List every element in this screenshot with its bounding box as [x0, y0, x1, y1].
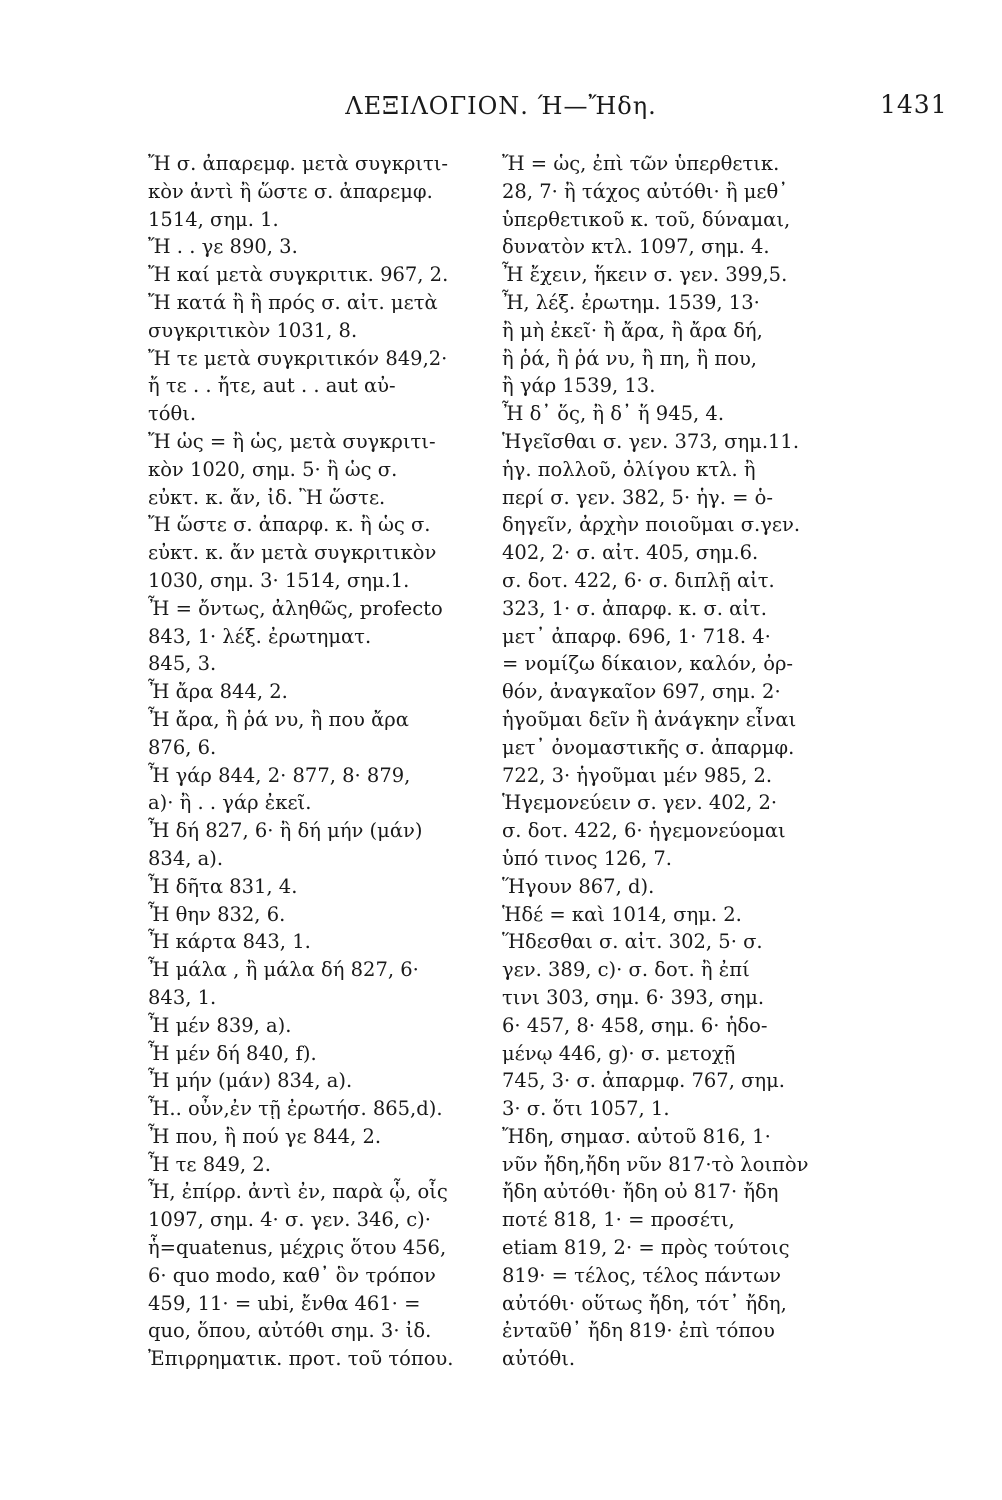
entry-line: Ἦ μέν 839, a).: [148, 1013, 292, 1037]
entry-line: Ἦ τε 849, 2.: [148, 1152, 271, 1176]
entry-line: Ἦ κάρτα 843, 1.: [148, 930, 311, 954]
entry-line: 3· σ. ὅτι 1057, 1.: [502, 1097, 670, 1121]
entry-line: Ἡγεῖσθαι σ. γεν. 373, σημ.11.: [502, 429, 800, 453]
entry-line: δυνατὸν κτλ. 1097, σημ. 4.: [502, 235, 770, 259]
entry-line: μετ᾽ ἀπαρφ. 696, 1· 718. 4·: [502, 624, 771, 648]
entry-line: ἡγοῦμαι δεῖν ἢ ἀνάγκην εἶναι: [502, 707, 797, 731]
entry-line: Ἤ σ. ἀπαρεμφ. μετὰ συγκριτι-: [148, 152, 449, 175]
entry-line: 843, 1· λέξ. ἐρωτηματ.: [148, 624, 372, 648]
running-title: ΛΕΞΙΛΟΓΙΟΝ. Ή—Ἤδη.: [345, 92, 657, 120]
entry-line: Ἡγεμονεύειν σ. γεν. 402, 2·: [502, 791, 778, 815]
right-column: [502, 150, 867, 1373]
entry-line: Ἦ μέν δή 840, f).: [148, 1041, 317, 1065]
entry-line: δηγεῖν, ἀρχὴν ποιοῦμαι σ.γεν.: [502, 513, 801, 537]
entry-line: ἤδη αὐτόθι· ἤδη οὐ 817· ἤδη: [502, 1180, 779, 1204]
entry-line: ἢ ῥά, ἢ ῥά νυ, ἢ πη, ἢ που,: [502, 346, 757, 370]
entry-line: σ. δοτ. 422, 6· ἡγεμονεύομαι: [502, 819, 786, 843]
entry-line: μένῳ 446, g)· σ. μετοχῇ: [502, 1041, 736, 1065]
entry-line: Ἤ τε μετὰ συγκριτικόν 849,2·: [148, 346, 448, 370]
page-number: 1431: [880, 90, 948, 119]
entry-line: Ἦ.. οὖν,ἐν τῇ ἐρωτήσ. 865,d).: [148, 1097, 443, 1121]
entry-line: 834, a).: [148, 846, 224, 870]
entry-line: ἤ τε . . ἤτε, aut . . aut αὐ-: [148, 374, 396, 398]
entry-line: ποτέ 818, 1· = προσέτι,: [502, 1208, 735, 1232]
entry-line: 402, 2· σ. αἰτ. 405, σημ.6.: [502, 541, 759, 565]
entry-line: Ἦ, λέξ. ἐρωτημ. 1539, 13·: [502, 290, 760, 314]
entry-line: 28, 7· ἢ τάχος αὐτόθι· ἢ μεθ᾽: [502, 179, 789, 203]
entry-line: Ἤ ὥστε σ. ἀπαρφ. κ. ἢ ὡς σ.: [148, 513, 431, 537]
entry-line: quo, ὅπου, αὐτόθι σημ. 3· ἰδ.: [148, 1319, 432, 1343]
entry-line: 745, 3· σ. ἀπαρμφ. 767, σημ.: [502, 1069, 785, 1093]
left-column: [148, 150, 493, 1373]
entry-line: 722, 3· ἡγοῦμαι μέν 985, 2.: [502, 763, 773, 787]
entry-line: 876, 6.: [148, 735, 217, 759]
entry-line: 1030, σημ. 3· 1514, σημ.1.: [148, 568, 410, 592]
entry-line: ἡγ. πολλοῦ, ὀλίγου κτλ. ἢ: [502, 457, 756, 481]
entry-line: 1514, σημ. 1.: [148, 207, 279, 231]
entry-line: Ἤ κατά ἢ ἢ πρός σ. αἰτ. μετὰ: [148, 290, 438, 314]
entry-line: κὸν ἀντὶ ἢ ὥστε σ. ἀπαρεμφ.: [148, 179, 433, 203]
entry-line: Ἐπιρρηματικ. προτ. τοῦ τόπου.: [148, 1347, 454, 1371]
entry-line: ἐνταῦθ᾽ ἤδη 819· ἐπὶ τόπου: [502, 1319, 775, 1343]
entry-line: a)· ἢ . . γάρ ἐκεῖ.: [148, 791, 312, 815]
entry-line: περί σ. γεν. 382, 5· ἡγ. = ὁ-: [502, 485, 773, 509]
entry-line: 845, 3.: [148, 652, 217, 676]
entry-line: Ἤ ὡς = ἢ ὡς, μετὰ συγκριτι-: [148, 429, 436, 453]
entry-line: Ἦ δῆτα 831, 4.: [148, 874, 298, 898]
entry-line: Ἥγουν 867, d).: [502, 874, 655, 898]
entry-line: κὸν 1020, σημ. 5· ἢ ὡς σ.: [148, 457, 398, 481]
entry-line: Ἤ = ὡς, ἐπὶ τῶν ὑπερθετικ.: [502, 152, 780, 175]
entry-line: Ἦ μάλα , ἢ μάλα δή 827, 6·: [148, 958, 419, 982]
entry-line: Ἦ ἔχειν, ἥκειν σ. γεν. 399,5.: [502, 263, 788, 287]
entry-line: Ἦ ἄρα 844, 2.: [148, 680, 288, 704]
entry-line: 6· quo modo, καθ᾽ ὃν τρόπον: [148, 1263, 436, 1287]
entry-line: αὐτόθι.: [502, 1347, 576, 1371]
entry-line: Ἥδεσθαι σ. αἰτ. 302, 5· σ.: [502, 930, 763, 954]
entry-line: Ἦ μήν (μάν) 834, a).: [148, 1069, 353, 1093]
entry-line: 843, 1.: [148, 985, 217, 1009]
entry-line: ὑπό τινος 126, 7.: [502, 846, 672, 870]
entry-line: 819· = τέλος, τέλος πάντων: [502, 1263, 781, 1287]
entry-line: ἢ γάρ 1539, 13.: [502, 374, 656, 398]
entry-line: Ἤ . . γε 890, 3.: [148, 235, 298, 259]
entry-line: 1097, σημ. 4· σ. γεν. 346, c)·: [148, 1208, 431, 1232]
entry-line: τόθι.: [148, 402, 197, 426]
entry-line: etiam 819, 2· = πρὸς τούτοις: [502, 1236, 790, 1260]
entry-line: συγκριτικὸν 1031, 8.: [148, 318, 358, 342]
entry-line: σ. δοτ. 422, 6· σ. διπλῇ αἰτ.: [502, 568, 775, 592]
entry-line: Ἦ, ἐπίρρ. ἀντὶ ἐν, παρὰ ᾧ, οἷς: [148, 1180, 448, 1204]
entry-line: ὑπερθετικοῦ κ. τοῦ, δύναμαι,: [502, 207, 791, 231]
entry-line: Ἡδέ = καὶ 1014, σημ. 2.: [502, 902, 742, 926]
entry-line: ἢ μὴ ἐκεῖ· ἢ ἄρα, ἢ ἄρα δή,: [502, 318, 763, 342]
entry-line: τινι 303, σημ. 6· 393, σημ.: [502, 985, 765, 1009]
entry-line: εὐκτ. κ. ἄν μετὰ συγκριτικὸν: [148, 541, 437, 565]
entry-line: 459, 11· = ubi, ἔνθα 461· =: [148, 1291, 421, 1315]
entry-line: αὐτόθι· οὕτως ἤδη, τότ᾽ ἤδη,: [502, 1291, 787, 1315]
entry-line: μετ᾽ ὀνομαστικῆς σ. ἀπαρμφ.: [502, 735, 795, 759]
entry-line: Ἦ ἄρα, ἢ ῥά νυ, ἢ που ἄρα: [148, 707, 409, 731]
entry-line: θόν, ἀναγκαῖον 697, σημ. 2·: [502, 680, 781, 704]
entry-line: Ἦ θην 832, 6.: [148, 902, 286, 926]
entry-line: 6· 457, 8· 458, σημ. 6· ἡδο-: [502, 1013, 768, 1037]
entry-line: Ἦ γάρ 844, 2· 877, 8· 879,: [148, 763, 411, 787]
entry-line: γεν. 389, c)· σ. δοτ. ἢ ἐπί: [502, 958, 750, 982]
entry-line: εὐκτ. κ. ἄν, ἰδ. Ἢ ὥστε.: [148, 485, 386, 509]
entry-line: Ἦ δή 827, 6· ἢ δή μήν (μάν): [148, 819, 423, 843]
entry-line: Ἦ = ὄντως, ἀληθῶς, profecto: [148, 596, 443, 620]
entry-line: 323, 1· σ. ἀπαρφ. κ. σ. αἰτ.: [502, 596, 767, 620]
entry-line: Ἤ καί μετὰ συγκριτικ. 967, 2.: [148, 263, 449, 287]
entry-line: Ἦ δ᾽ ὅς, ἢ δ᾽ ἥ 945, 4.: [502, 402, 725, 426]
entry-line: = νομίζω δίκαιον, καλόν, ὀρ-: [502, 652, 793, 676]
entry-line: Ἤδη, σημασ. αὐτοῦ 816, 1·: [502, 1124, 771, 1148]
entry-line: νῦν ἤδη,ἤδη νῦν 817·τὸ λοιπὸν: [502, 1152, 809, 1176]
entry-line: Ἦ που, ἢ πού γε 844, 2.: [148, 1124, 382, 1148]
entry-line: ἧ=quatenus, μέχρις ὅτου 456,: [148, 1236, 447, 1260]
